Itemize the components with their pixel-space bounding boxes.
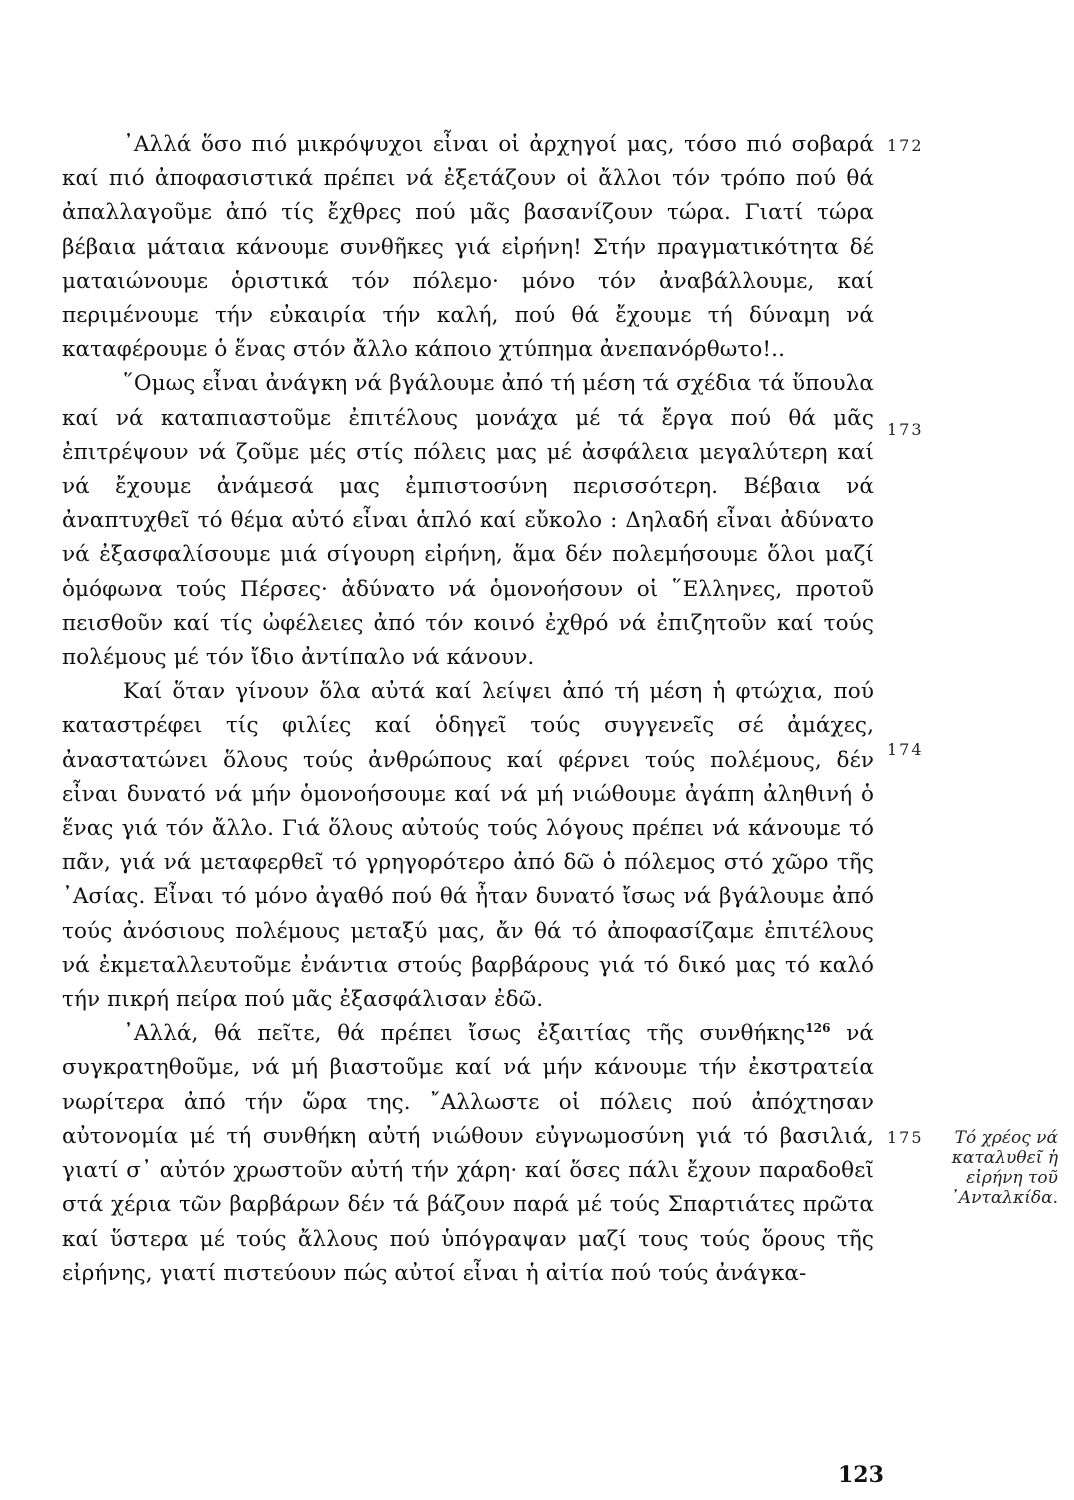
margin-note-line-4: ᾿Ανταλκίδα. xyxy=(950,1188,1058,1208)
paragraph-172: ᾿Αλλά ὅσο πιό μικρόψυχοι εἶναι οἱ ἀρχηγοί μας, τόσο πιό σοβαρά καί πιό ἀποφασιστικά πρέπει νά ἐξετάζουν οἱ ἄλλοι τόν τρόπο πού θά ἀπαλλαγοῦμε ἀπό τίς ἔχθρες πού μᾶς βασανίζουν τώρα. Γιατί τώρα βέβαια μάταια κάνουμε συνθῆκες γιά εἰρήνη! Στήν πραγματικότητα δέ ματαιώνουμε ὁριστικά τόν πόλεμο· μόνο τόν ἀναβάλλουμε, καί περιμένουμε τήν εὐκαιρία τήν καλή, πού θά ἔχουμε τή δύναμη νά καταφέρουμε ὁ ἕνας στόν ἄλλο κάποιο χτύπημα ἀνεπανόρθωτο!.. xyxy=(62,132,874,363)
margin-note-line-2: καταλυθεῖ ἡ xyxy=(951,1148,1058,1168)
margin-number-174: 174 xyxy=(887,740,924,759)
footnote-ref-126: 126 xyxy=(805,1021,831,1036)
body-text xyxy=(62,128,874,1291)
paragraph-175-part1: ᾿Αλλά, θά πεῖτε, θά πρέπει ἴσως ἐξαιτίας τῆς συνθήκης xyxy=(123,1021,806,1047)
margin-note-line-1: Τό χρέος νά xyxy=(954,1128,1058,1148)
page-number: 123 xyxy=(838,1462,884,1488)
margin-number-172: 172 xyxy=(887,136,924,155)
paragraph-175 xyxy=(62,1017,874,1291)
margin-note-line-3: εἰρήνη τοῦ xyxy=(966,1168,1058,1188)
paragraph-174: Καί ὅταν γίνουν ὅλα αὐτά καί λείψει ἀπό τή μέση ἡ φτώχια, πού καταστρέφει τίς φιλίες καί ὁδηγεῖ τούς συγγενεῖς σέ ἀμάχες, ἀναστατώνει ὅλους τούς ἀνθρώπους καί φέρνει τούς πολέμους, δέν εἶναι δυνατό νά μήν ὁμονοήσουμε καί νά μή νιώθουμε ἀγάπη ἀληθινή ὁ ἕνας γιά τόν ἄλλο. Γιά ὅλους αὐτούς τούς λόγους πρέπει νά κάνουμε τό πᾶν, γιά νά μεταφερθεῖ τό γρηγορότερο ἀπό δῶ ὁ πόλεμος στό χῶρο τῆς ᾿Ασίας. Εἶναι τό μόνο ἀγαθό πού θά ἦταν δυνατό ἴσως νά βγάλουμε ἀπό τούς ἀνόσιους πολέμους μεταξύ μας, ἄν θά τό ἀποφασίζαμε ἐπιτέλους νά ἐκμεταλλευτοῦμε ἐνάντια στούς βαρβάρους γιά τό δικό μας τό καλό τήν πικρή πείρα πού μᾶς ἐξασφάλισαν ἐδῶ. xyxy=(62,679,874,1013)
paragraph-173: ῞Ομως εἶναι ἀνάγκη νά βγάλουμε ἀπό τή μέση τά σχέδια τά ὕπουλα καί νά καταπιαστοῦμε ἐπιτέλους μονάχα μέ τά ἔργα πού θά μᾶς ἐπιτρέψουν νά ζοῦμε μές στίς πόλεις μας μέ ἀσφάλεια μεγαλύτερη καί νά ἔχουμε ἀνάμεσά μας ἐμπιστοσύνη περισσότερη. Βέβαια νά ἀναπτυχθεῖ τό θέμα αὐτό εἶναι ἁπλό καί εὔκολο : Δηλαδή εἶναι ἀδύνατο νά ἐξασφαλίσουμε μιά σίγουρη εἰρήνη, ἅμα δέν πολεμήσουμε ὅλοι μαζί ὁμόφωνα τούς Πέρσες· ἀδύνατο νά ὁμονοήσουν οἱ ῞Ελληνες, προτοῦ πεισθοῦν καί τίς ὠφέλειες ἀπό τόν κοινό ἐχθρό νά ἐπιζητοῦν καί τούς πολέμους μέ τόν ἴδιο ἀντίπαλο νά κάνουν. xyxy=(62,371,874,671)
margin-number-175: 175 xyxy=(887,1128,924,1147)
paragraph-175-part2: νά συγκρατηθοῦμε, νά μή βιαστοῦμε καί νά μήν κάνουμε τήν ἐκστρατεία νωρίτερα ἀπό τήν ὥρα της. ῎Αλλωστε οἱ πόλεις πού ἀπόχτησαν αὐτονομία μέ τή συνθήκη αὐτή νιώθουν εὐγνωμοσύνη γιά τό βασιλιά, γιατί σ᾿ αὐτόν χρωστοῦν αὐτή τήν χάρη· καί ὅσες πάλι ἔχουν παραδοθεῖ στά χέρια τῶν βαρβάρων δέν τά βάζουν παρά μέ τούς Σπαρτιάτες πρῶτα καί ὕστερα μέ τούς ἄλλους πού ὑπόγραψαν μαζί τους τούς ὅρους τῆς εἰρήνης, γιατί πιστεύουν πώς αὐτοί εἶναι ἡ αἰτία πού τούς ἀνάγκα- xyxy=(62,1021,874,1286)
margin-number-173: 173 xyxy=(887,420,924,439)
margin-note xyxy=(928,1128,1058,1208)
